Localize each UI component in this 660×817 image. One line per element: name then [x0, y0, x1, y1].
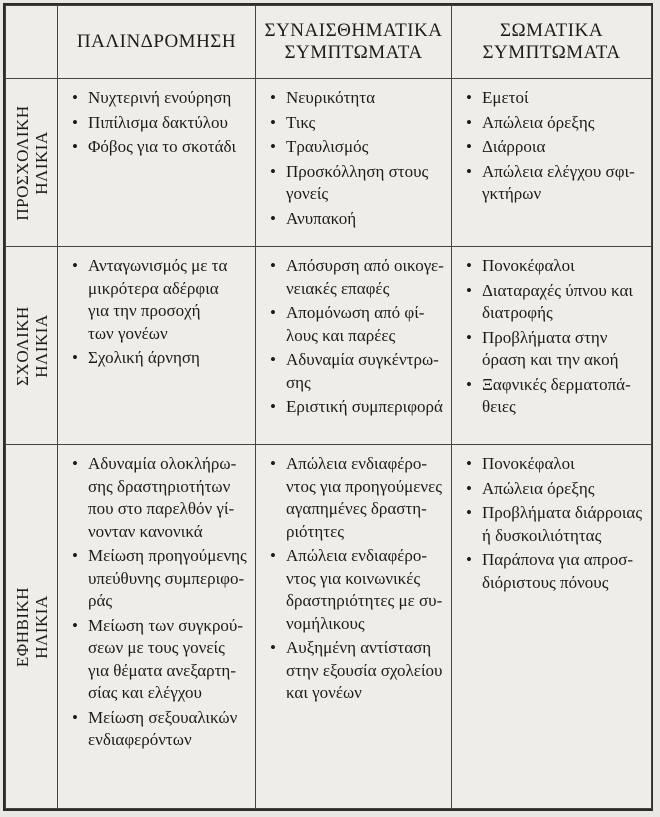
list-item: • Μείωση των συγκρού- σεων με τους γονείς για θέματα ανεξαρτη- σίας και ελέγχου [72, 615, 249, 705]
row-adolescence [6, 445, 652, 809]
list-item: • Πονοκέφαλοι [466, 453, 645, 476]
list-physical-adolescence [452, 445, 651, 594]
header-physical-symptoms [452, 6, 652, 79]
list-item: • Αυξημένη αντίσταση στην εξουσία σχολείου και γονέων [270, 637, 445, 705]
list-item: • Απομόνωση από φί- λους και παρέες [270, 302, 445, 347]
list-regression-school [58, 247, 255, 370]
row-label-line2: ΗΛΙΚΙΑ [31, 594, 51, 659]
cell-physical [452, 79, 652, 247]
row-school [6, 247, 652, 445]
row-label-line1: ΣΧΟΛΙΚΗ [12, 305, 32, 386]
row-label-cell [6, 247, 58, 445]
list-item: • Απόσυρση από οικογε- νειακές επαφές [270, 255, 445, 300]
row-preschool [6, 79, 652, 247]
header-row [6, 6, 652, 79]
list-item: • Φόβος για το σκοτάδι [72, 136, 249, 159]
list-item: • Προβλήματα στην όραση και την ακοή [466, 327, 645, 372]
header-emotional-symptoms [256, 6, 452, 79]
list-item: • Εμετοί [466, 87, 645, 110]
list-item: • Διαταραχές ύπνου και διατροφής [466, 280, 645, 325]
cell-emotional [256, 445, 452, 809]
list-item: • Ξαφνικές δερματοπά- θειες [466, 374, 645, 419]
list-item: • Απώλεια όρεξης [466, 112, 645, 135]
row-label-school [13, 306, 51, 386]
list-item: • Αδυναμία ολοκλήρω- σης δραστηριοτήτων που στο παρελθόν γί- νονταν κανονικά [72, 453, 249, 543]
row-label-preschool [13, 105, 51, 220]
list-item: • Διάρροια [466, 136, 645, 159]
list-item: • Αδυναμία συγκέντρω- σης [270, 349, 445, 394]
header-physical-line1: ΣΩΜΑΤΙΚΑ [499, 20, 604, 41]
list-item: • Ανυπακοή [270, 208, 445, 231]
header-physical-line2: ΣΥΜΠΤΩΜΑΤΑ [482, 42, 621, 63]
header-emotional-line1: ΣΥΝΑΙΣΘΗΜΑΤΙΚΑ [264, 20, 443, 41]
symptoms-table [3, 3, 653, 811]
symptoms-grid [5, 5, 652, 809]
list-item: • Ανταγωνισμός με τα μικρότερα αδέρφια για την προσοχή των γονέων [72, 255, 249, 345]
list-emotional-adolescence [256, 445, 451, 705]
row-label-line1: ΕΦΗΒΙΚΗ [12, 586, 32, 667]
row-label-line1: ΠΡΟΣΧΟΛΙΚΗ [12, 104, 32, 221]
list-physical-preschool [452, 79, 651, 206]
list-item: • Νυχτερινή ενούρηση [72, 87, 249, 110]
cell-emotional [256, 79, 452, 247]
row-label-adolescence [13, 586, 51, 666]
row-label-line2: ΗΛΙΚΙΑ [31, 313, 51, 378]
row-label-cell [6, 79, 58, 247]
cell-physical [452, 445, 652, 809]
cell-regression [58, 445, 256, 809]
cell-regression [58, 247, 256, 445]
cell-emotional [256, 247, 452, 445]
list-item: • Νευρικότητα [270, 87, 445, 110]
list-item: • Σχολική άρνηση [72, 347, 249, 370]
list-item: • Προσκόλληση στους γονείς [270, 161, 445, 206]
row-label-cell [6, 445, 58, 809]
list-item: • Πονοκέφαλοι [466, 255, 645, 278]
header-regression-label: ΠΑΛΙΝΔΡΟΜΗΣΗ [76, 31, 237, 52]
cell-regression [58, 79, 256, 247]
row-label-line2: ΗΛΙΚΙΑ [31, 130, 51, 195]
list-regression-preschool [58, 79, 255, 159]
header-regression [58, 6, 256, 79]
list-item: • Απώλεια ελέγχου σφι- γκτήρων [466, 161, 645, 206]
list-physical-school [452, 247, 651, 419]
list-emotional-preschool [256, 79, 451, 230]
list-item: • Τικς [270, 112, 445, 135]
list-item: • Απώλεια όρεξης [466, 478, 645, 501]
list-item: • Μείωση σεξουαλικών ενδιαφερόντων [72, 707, 249, 752]
cell-physical [452, 247, 652, 445]
list-item: • Πιπίλισμα δακτύλου [72, 112, 249, 135]
header-emotional-line2: ΣΥΜΠΤΩΜΑΤΑ [284, 42, 423, 63]
corner-cell [6, 6, 58, 79]
list-item: • Παράπονα για απροσ- διόριστους πόνους [466, 549, 645, 594]
list-item: • Απώλεια ενδιαφέρο- ντος για προηγούμενες αγαπημένες δραστη- ριότητες [270, 453, 445, 543]
list-regression-adolescence [58, 445, 255, 752]
list-item: • Εριστική συμπεριφορά [270, 396, 445, 419]
list-item: • Μείωση προηγούμενης υπεύθυνης συμπεριφο- ράς [72, 545, 249, 613]
list-item: • Απώλεια ενδιαφέρο- ντος για κοινωνικές δραστηριότητες με συ- νομήλικους [270, 545, 445, 635]
list-item: • Τραυλισμός [270, 136, 445, 159]
list-emotional-school [256, 247, 451, 419]
list-item: • Προβλήματα διάρροιας ή δυσκοιλιότητας [466, 502, 645, 547]
